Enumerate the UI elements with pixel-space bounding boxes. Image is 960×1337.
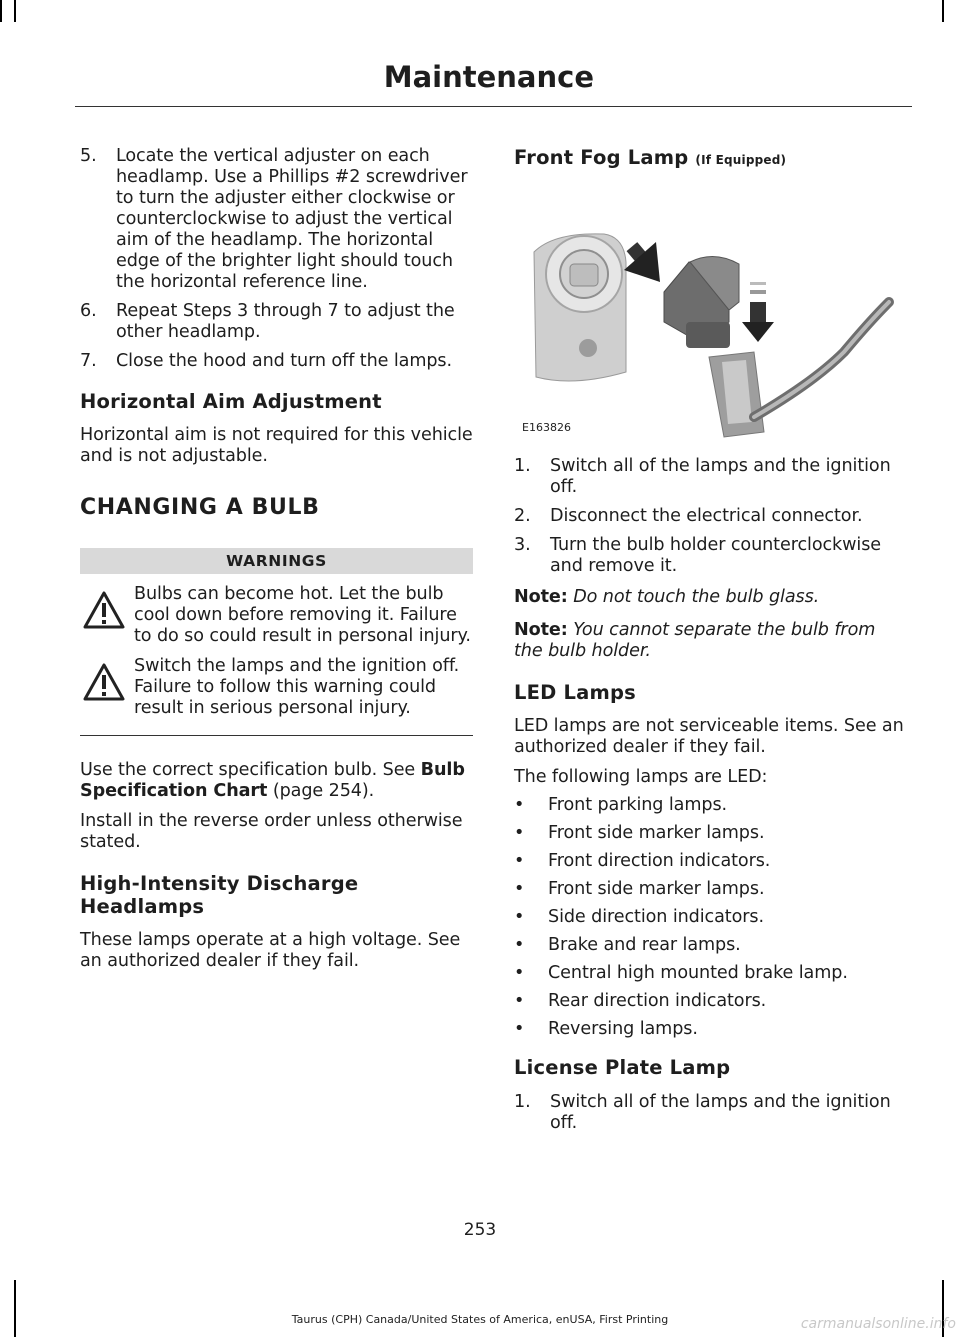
arrow-icon <box>624 242 660 282</box>
step-text: Switch all of the lamps and the ignition off. <box>550 1092 891 1133</box>
section-heading-led-lamps: LED Lamps <box>514 681 636 704</box>
aim-steps <box>80 146 473 372</box>
bullet: • <box>514 907 525 927</box>
step-text: Turn the bulb holder counterclockwise and remove it. <box>550 535 882 576</box>
list-item-text: Central high mounted brake lamp. <box>548 963 848 983</box>
left-column <box>80 146 473 972</box>
list-item-text: Rear direction indicators. <box>548 991 767 1011</box>
list-item-text: Front side marker lamps. <box>548 879 765 899</box>
list-item <box>514 879 909 900</box>
warning-text: Bulbs can become hot. Let the bulb cool down before removing it. Failure to do so could result in personal injury. <box>134 584 471 646</box>
footer-text: Taurus (CPH) Canada/United States of America, enUSA, First Printing <box>291 1313 669 1326</box>
list-item-text: Front side marker lamps. <box>548 823 765 843</box>
section-heading-license-plate-lamp: License Plate Lamp <box>514 1056 731 1079</box>
bullet: • <box>514 963 525 983</box>
bullet: • <box>514 795 525 815</box>
step-text: Disconnect the electrical connector. <box>550 506 863 526</box>
list-item <box>514 1092 909 1134</box>
paragraph: LED lamps are not serviceable items. See an authorized dealer if they fail. <box>514 716 904 757</box>
list-item <box>514 851 909 872</box>
paragraph: Install in the reverse order unless otherwise stated. <box>80 811 463 852</box>
page-header <box>75 58 912 107</box>
crop-mark <box>14 0 16 22</box>
step-number: 1. <box>514 456 531 476</box>
step-number: 6. <box>80 301 97 321</box>
step-text: Switch all of the lamps and the ignition off. <box>550 456 891 497</box>
note-label: Note: <box>514 587 568 607</box>
step-text: Locate the vertical adjuster on each headlamp. Use a Phillips #2 screwdriver to turn the adjuster either clockwise or counterclockwise to adjust the vertical aim of the headlamp. The horizontal edge of the brighter light should touch the horizontal reference line. <box>116 146 468 292</box>
list-item <box>514 795 909 816</box>
section-heading-changing-bulb: CHANGING A BULB <box>80 495 320 520</box>
section-heading-hid-headlamps: High-Intensity Discharge Headlamps <box>80 872 359 918</box>
step-text: Close the hood and turn off the lamps. <box>116 351 452 371</box>
list-item <box>514 963 909 984</box>
list-item <box>80 301 473 343</box>
license-steps <box>514 1092 909 1134</box>
note <box>514 587 909 608</box>
list-item-text: Front direction indicators. <box>548 851 771 871</box>
list-item <box>514 506 909 527</box>
paragraph: Horizontal aim is not required for this vehicle and is not adjustable. <box>80 425 473 466</box>
crop-mark <box>942 0 944 22</box>
step-number: 7. <box>80 351 97 371</box>
note <box>514 620 909 662</box>
right-column <box>514 146 909 1142</box>
fog-heading-text: Front Fog Lamp <box>514 146 689 169</box>
list-item <box>514 823 909 844</box>
bulb-chart-link[interactable]: Bulb Specification Chart <box>80 760 465 801</box>
paragraph: The following lamps are LED: <box>514 767 768 787</box>
divider <box>80 735 473 736</box>
step-number: 3. <box>514 535 531 555</box>
arrow-icon <box>742 282 774 342</box>
step-number: 2. <box>514 506 531 526</box>
section-heading-front-fog-lamp <box>514 146 909 172</box>
bullet: • <box>514 823 525 843</box>
fog-steps <box>514 456 909 577</box>
bullet: • <box>514 1019 525 1039</box>
bullet: • <box>514 879 525 899</box>
page-number: 253 <box>463 1220 497 1240</box>
fog-lamp-diagram <box>514 182 909 442</box>
note-text: Do not touch the bulb glass. <box>573 587 820 607</box>
warning-text: Switch the lamps and the ignition off. Failure to follow this warning could result in serious personal injury. <box>134 656 460 718</box>
crop-mark <box>0 0 2 22</box>
spec-page-ref: (page 254). <box>267 781 375 801</box>
step-number: 5. <box>80 146 97 166</box>
list-item-text: Side direction indicators. <box>548 907 764 927</box>
list-item <box>80 146 473 293</box>
list-item-text: Reversing lamps. <box>548 1019 698 1039</box>
watermark: carmanualsonline.info <box>800 1316 956 1332</box>
list-item-text: Brake and rear lamps. <box>548 935 741 955</box>
warning-block <box>80 584 473 647</box>
list-item <box>514 991 909 1012</box>
warning-block <box>80 656 473 719</box>
note-text: You cannot separate the bulb from the bulb holder. <box>514 620 876 661</box>
step-text: Repeat Steps 3 through 7 to adjust the other headlamp. <box>116 301 455 342</box>
step-number: 1. <box>514 1092 531 1112</box>
figure-code: E163826 <box>522 421 571 434</box>
fog-heading-qualifier: (If Equipped) <box>695 153 787 167</box>
bullet: • <box>514 935 525 955</box>
list-item <box>80 351 473 372</box>
bullet: • <box>514 851 525 871</box>
paragraph: These lamps operate at a high voltage. See an authorized dealer if they fail. <box>80 930 461 971</box>
bullet: • <box>514 991 525 1011</box>
warnings-header: WARNINGS <box>80 548 473 574</box>
section-heading-horizontal-aim: Horizontal Aim Adjustment <box>80 390 382 413</box>
list-item <box>514 1019 909 1040</box>
crop-mark <box>14 1280 16 1337</box>
warning-triangle-icon <box>82 662 126 702</box>
paragraph <box>80 760 473 802</box>
list-item <box>514 456 909 498</box>
warning-triangle-icon <box>82 590 126 630</box>
spec-text: Use the correct specification bulb. See <box>80 760 421 780</box>
led-lamp-list <box>514 795 909 1040</box>
fog-lamp-illustration <box>514 182 909 442</box>
page-title: Maintenance <box>383 60 594 94</box>
list-item-text: Front parking lamps. <box>548 795 727 815</box>
list-item <box>514 907 909 928</box>
list-item <box>514 535 909 577</box>
list-item <box>514 935 909 956</box>
note-label: Note: <box>514 620 568 640</box>
